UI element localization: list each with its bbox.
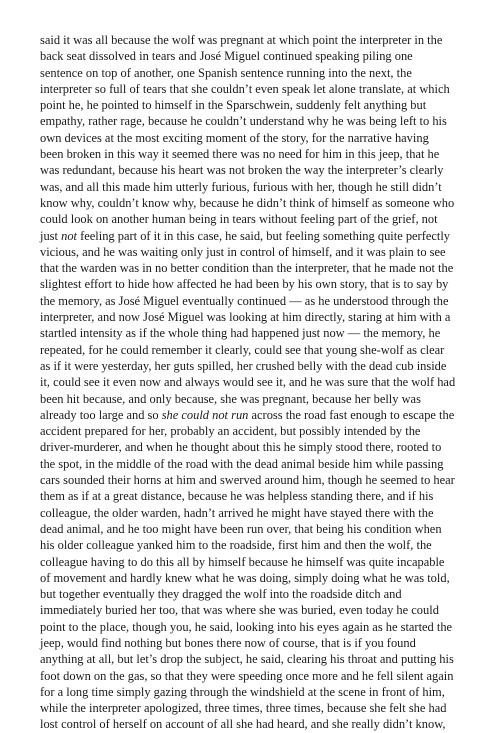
text-segment: interpreter so full of tears that she couldn’t even speak let alone translate, at which [40, 81, 450, 96]
text-line [40, 570, 464, 586]
text-line [40, 505, 464, 521]
text-segment: them as if at a great distance, because he was helpless standing there, and if his [40, 489, 434, 504]
text-line [40, 195, 464, 211]
text-segment: startled intensity as if the whole thing had happened just now — the memory, he [40, 326, 441, 341]
text-segment: slightest effort to hide how affected he had been by his own story, that is to say by [40, 277, 449, 292]
text-segment: colleague having to do this all by himself because he himself was quite incapable [40, 554, 445, 569]
text-line [40, 130, 464, 146]
text-segment: foot down on the gas, so that they were speeding once more and he fell silent again [40, 668, 454, 683]
text-segment: just [40, 228, 62, 243]
text-segment: accident prepared for her, probably an accident, but possibly intended by the [40, 424, 421, 439]
text-line [40, 97, 464, 113]
text-segment: feeling part of it in this case, he said, but feeling something quite perfectly [77, 228, 451, 243]
text-line [40, 716, 464, 732]
text-line [40, 342, 464, 358]
text-segment: the memory, as José Miguel eventually continued — as he understood through the [40, 293, 449, 308]
body-text [40, 32, 464, 733]
text-segment: was, and all this made him utterly furious, furious with her, though he still didn’t [40, 179, 442, 194]
italic-text-segment: not [61, 228, 77, 243]
text-line [40, 48, 464, 64]
text-line [40, 619, 464, 635]
text-line [40, 456, 464, 472]
text-line [40, 179, 464, 195]
text-segment: back seat dissolved in tears and José Miguel continued speaking piling one [40, 49, 413, 64]
text-line [40, 374, 464, 390]
text-segment: been broken in this way it seemed there was no need for him in this jeep, that he [40, 147, 440, 162]
text-segment: know why, couldn’t know why, because he didn’t think of himself as someone who [40, 195, 455, 210]
text-segment: jeep, would find nothing but bones there now of course, that is if you found [40, 635, 416, 650]
text-line [40, 32, 464, 48]
text-segment: lost control of herself on account of all she had heard, and she really didn’t know, [40, 717, 446, 732]
text-line [40, 668, 464, 684]
text-line [40, 407, 464, 423]
text-line [40, 260, 464, 276]
text-line [40, 684, 464, 700]
text-line [40, 309, 464, 325]
text-segment: of movement and hardly knew what he was doing, simply doing what he was told, [40, 570, 450, 585]
text-segment: the spot, in the middle of the road with the dead animal beside him while passing [40, 456, 444, 471]
text-line [40, 439, 464, 455]
text-line [40, 651, 464, 667]
text-segment: cars sounded their horns at him and swerved around him, though he seemed to hear [40, 473, 455, 488]
text-segment: but together eventually they dragged the wolf into the roadside ditch and [40, 587, 402, 602]
text-segment: his older colleague yanked him to the roadside, first him and then the wolf, the [40, 538, 432, 553]
text-line [40, 586, 464, 602]
text-segment: repeated, for he could remember it clearly, could see that young she-wolf as clear [40, 342, 445, 357]
text-segment: point he, he pointed to himself in the Sparschwein, suddenly felt anything but [40, 98, 427, 113]
text-segment: was redundant, because his heart was not broken the way the interpreter’s clearly [40, 163, 444, 178]
text-line [40, 325, 464, 341]
text-segment: been hit because, and only because, she was pregnant, because her belly was [40, 391, 421, 406]
text-line [40, 391, 464, 407]
text-segment: vicious, and he was waiting only just in control of himself, and it was plain to see [40, 244, 446, 259]
text-line [40, 602, 464, 618]
text-line [40, 358, 464, 374]
text-segment: it, could see it even now and always would see it, and he was sure that the wolf had [40, 375, 456, 390]
text-segment: driver-murderer, and when he thought about this he simply stood there, rooted to [40, 440, 442, 455]
text-segment: could look on another human being in tears without feeling part of the grief, not [40, 212, 438, 227]
text-line [40, 244, 464, 260]
text-line [40, 472, 464, 488]
text-line [40, 65, 464, 81]
text-line [40, 635, 464, 651]
text-line [40, 162, 464, 178]
text-segment: point to the place, though you, he said, looking into his eyes again as he started the [40, 619, 453, 634]
text-segment: that the warden was in no better condition than the interpreter, that he made not the [40, 261, 454, 276]
text-segment: as if it were yesterday, her guts spilled, her crushed belly with the dead cub inside [40, 358, 447, 373]
text-segment: already too large and so [40, 407, 162, 422]
text-segment: immediately buried her too, that was where she was buried, even today he could [40, 603, 439, 618]
text-segment: across the road fast enough to escape the [248, 407, 455, 422]
text-segment: dead animal, and he too might have been run over, that being his condition when [40, 521, 442, 536]
text-segment: own devices at the most exciting moment of the story, for the narrative having [40, 130, 429, 145]
text-line [40, 113, 464, 129]
text-segment: sentence on top of another, one Spanish sentence running into the next, the [40, 65, 412, 80]
text-line [40, 488, 464, 504]
text-line [40, 293, 464, 309]
italic-text-segment: she could not run [161, 407, 249, 422]
text-line [40, 81, 464, 97]
text-line [40, 228, 464, 244]
text-line [40, 146, 464, 162]
text-segment: interpreter, and now José Miguel was looking at him directly, staring at him with a [40, 310, 451, 325]
text-segment: anything at all, but let’s drop the subject, he said, clearing his throat and putting his [40, 652, 454, 667]
text-segment: colleague, the older warden, hadn’t arrived he might have stayed there with the [40, 505, 434, 520]
text-line [40, 211, 464, 227]
text-line [40, 276, 464, 292]
text-segment: for a long time simply gazing through the windshield at the scene in front of him, [40, 684, 445, 699]
text-line [40, 700, 464, 716]
text-segment: while the interpreter apologized, three times, three times, because she felt she had [40, 701, 447, 716]
text-line [40, 537, 464, 553]
text-segment: empathy, rather rage, because he couldn’t understand why he was being left to his [40, 114, 447, 129]
text-line [40, 423, 464, 439]
text-segment: said it was all because the wolf was pregnant at which point the interpreter in the [40, 33, 443, 47]
text-line [40, 521, 464, 537]
text-line [40, 554, 464, 570]
